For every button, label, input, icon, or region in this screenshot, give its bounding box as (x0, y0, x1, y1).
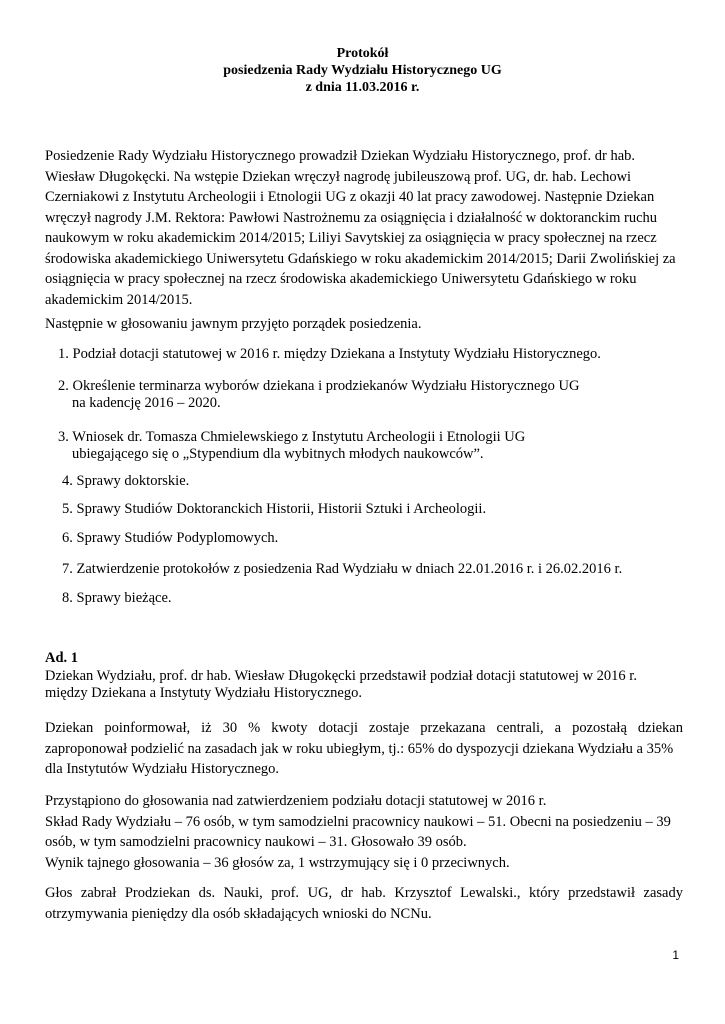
agenda-text: Sprawy bieżące. (76, 590, 172, 606)
ad1-paragraph-4 (45, 883, 683, 924)
intro-line: akademickim 2014/2015. (45, 291, 193, 308)
paragraph-line: Dziekan poinformował, iż 30 % kwoty dotacji zostaje przekazana centrali, a pozostałą dziekan (45, 720, 683, 736)
agenda-text: Wniosek dr. Tomasza Chmielewskiego z Instytutu Archeologii i Etnologii UG (72, 429, 526, 445)
agenda-text: Sprawy Studiów Podyplomowych. (76, 530, 279, 546)
agenda-item-7 (62, 561, 622, 578)
agenda-text-continued: ubiegającego się o „Stypendium dla wybitnych młodych naukowców”. (72, 446, 484, 462)
ad1-paragraph-3 (45, 791, 683, 873)
agenda-item-2 (58, 378, 579, 412)
section-heading-ad1: Ad. 1 (45, 650, 79, 666)
agenda-intro: Następnie w głosowaniu jawnym przyjęto porządek posiedzenia. (45, 316, 422, 332)
paragraph-line: Dziekan Wydziału, prof. dr hab. Wiesław Długokęcki przedstawił podział dotacji statutowej w 2016 r. (45, 668, 637, 684)
intro-line: naukowym w roku akademickim 2014/2015; Liliyi Savytskiej za osiągnięcia w pracy społecznej na rzecz (45, 230, 657, 246)
intro-paragraph (45, 146, 683, 310)
header-title: Protokół (336, 46, 389, 61)
agenda-item-6 (62, 530, 278, 547)
agenda-number: 8. (62, 590, 73, 606)
agenda-item-4 (62, 473, 189, 490)
agenda-item-1 (58, 346, 601, 363)
paragraph-line: dla Instytutów Wydziału Historycznego. (45, 761, 280, 777)
intro-line: Wiesław Długokęcki. Na wstępie Dziekan wręczył nagrodę jubileuszową prof. UG, dr. hab. Lechowi (45, 168, 632, 185)
agenda-text-continued: na kadencję 2016 – 2020. (72, 395, 221, 411)
agenda-item-5 (62, 501, 486, 518)
agenda-text: Zatwierdzenie protokołów z posiedzenia Rad Wydziału w dniach 22.01.2016 r. i 26.02.2016 r. (76, 561, 623, 577)
paragraph-line: Skład Rady Wydziału – 76 osób, w tym samodzielni pracownicy naukowi – 51. Obecni na posiedzeniu – 39 (45, 813, 671, 830)
document-header (0, 45, 725, 96)
agenda-number: 2. (58, 378, 69, 394)
agenda-number: 4. (62, 473, 73, 489)
agenda-item-8 (62, 590, 172, 607)
paragraph-line: osób, w tym samodzielni pracownicy naukowi – 31. Głosowało 39 osób. (45, 834, 467, 850)
paragraph-line: Przystąpiono do głosowania nad zatwierdzeniem podziału dotacji statutowej w 2016 r. (45, 793, 547, 809)
paragraph-line: otrzymywania pieniędzy dla osób składających wnioski do NCNu. (45, 905, 432, 922)
intro-line: Czerniakowi z Instytutu Archeologii i Etnologii UG z okazji 40 lat pracy zawodowej. Następnie Dziekan (45, 189, 655, 205)
intro-line: osiągnięcia w pracy społecznej na rzecz środowiska akademickiego Uniwersytetu Gdańskiego w roku (45, 271, 637, 287)
page-number: 1 (672, 948, 679, 962)
agenda-text: Sprawy Studiów Doktoranckich Historii, Historii Sztuki i Archeologii. (76, 501, 487, 517)
agenda-item-3 (58, 429, 525, 463)
agenda-number: 3. (58, 429, 69, 445)
paragraph-line: Wynik tajnego głosowania – 36 głosów za, 1 wstrzymujący się i 0 przeciwnych. (45, 854, 510, 871)
paragraph-line: Głos zabrał Prodziekan ds. Nauki, prof. UG, dr hab. Krzysztof Lewalski., który przedstawił zasady (45, 885, 683, 901)
paragraph-line: zaproponował podzielić na zasadach jak w roku ubiegłym, tj.: 65% do dyspozycji dziekana Wydziału a 35% (45, 740, 674, 757)
header-subtitle: posiedzenia Rady Wydziału Historycznego UG (223, 63, 502, 78)
agenda-number: 6. (62, 530, 73, 546)
paragraph-line: między Dziekana a Instytuty Wydziału Historycznego. (45, 685, 362, 701)
agenda-number: 1. (58, 346, 69, 362)
intro-line: środowiska akademickiego Uniwersytetu Gdańskiego w roku akademickim 2014/2015; Darii Zwolińskiej za (45, 250, 676, 267)
agenda-text: Określenie terminarza wyborów dziekana i prodziekanów Wydziału Historycznego UG (72, 378, 580, 394)
agenda-number: 7. (62, 561, 73, 577)
agenda-text: Sprawy doktorskie. (76, 473, 190, 489)
agenda-number: 5. (62, 501, 73, 517)
ad1-paragraph-2 (45, 718, 683, 780)
ad1-paragraph-1 (45, 668, 683, 702)
agenda-text: Podział dotacji statutowej w 2016 r. między Dziekana a Instytuty Wydziału Historycznego. (72, 346, 601, 362)
header-date: z dnia 11.03.2016 r. (305, 80, 420, 95)
intro-line: wręczył nagrody J.M. Rektora: Pawłowi Nastrożnemu za osiągnięcia i działalność w doktoranckim ruchu (45, 209, 658, 226)
intro-line: Posiedzenie Rady Wydziału Historycznego prowadził Dziekan Wydziału Historycznego, prof. dr hab. (45, 148, 636, 164)
